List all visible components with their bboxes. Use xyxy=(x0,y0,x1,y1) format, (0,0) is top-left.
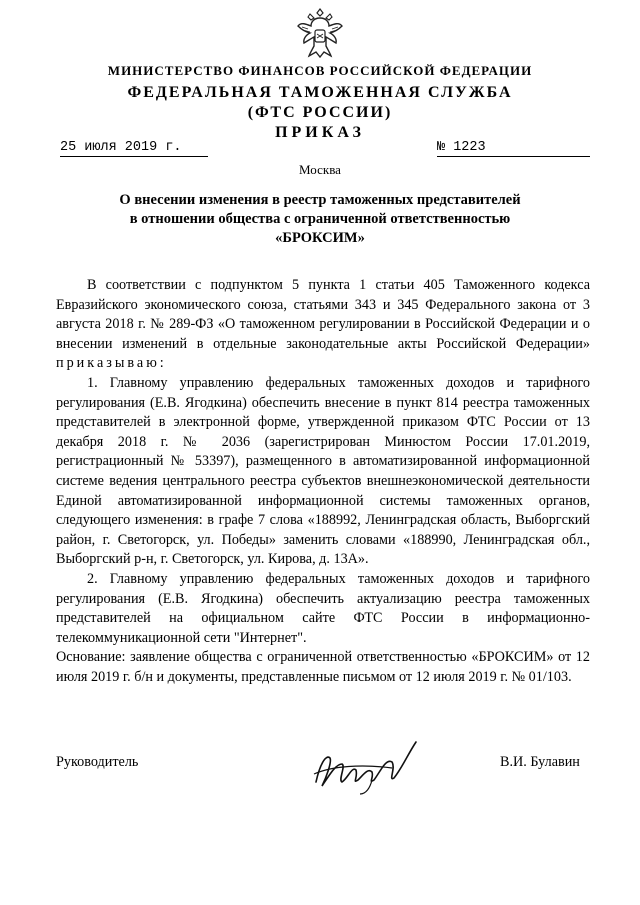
russian-coat-of-arms-icon xyxy=(296,6,344,60)
order-number: № 1223 xyxy=(437,140,590,157)
order-title-line-1: О внесении изменения в реестр таможенных представителей xyxy=(119,192,521,208)
order-body xyxy=(56,276,590,648)
clause-2: 2. Главному управлению федеральных таможенных доходов и тарифного регулирования (Е.В. Ягодкина) обеспечить актуализацию реестра таможенных представителей на официальном сайте ФТС России в информационно-телекоммуникационной сети "Интернет". xyxy=(56,570,590,646)
signer-role: Руководитель xyxy=(56,754,139,770)
issue-city: Москва xyxy=(299,162,341,177)
order-command: приказываю: xyxy=(56,355,167,372)
service-abbreviation: (ФТС РОССИИ) xyxy=(247,104,393,121)
preamble-text: В соответствии с подпунктом 5 пункта 1 статьи 405 Таможенного кодекса Евразийского экономического союза, статьями 343 и 345 Федерального закона от 3 августа 2018 г. № 289-ФЗ «О таможенном регулировании в Российской Федерации и о внесении изменений в отдельные законодательные акты Российской Федерации» xyxy=(56,277,590,352)
order-title-line-3: «БРОКСИМ» xyxy=(275,230,365,246)
ministry-name: МИНИСТЕРСТВО ФИНАНСОВ РОССИЙСКОЙ ФЕДЕРАЦИИ xyxy=(107,63,533,78)
basis-section xyxy=(56,648,590,687)
handwritten-signature xyxy=(312,734,422,796)
signer-name: В.И. Булавин xyxy=(500,754,580,770)
service-name: ФЕДЕРАЛЬНАЯ ТАМОЖЕННАЯ СЛУЖБА xyxy=(127,84,513,101)
clause-1: 1. Главному управлению федеральных таможенных доходов и тарифного регулирования (Е.В. Ягодкина) обеспечить внесение в пункт 814 реестра таможенных представителей в электронной форме, утвержденной приказом ФТС России от 13 декабря 2018 г. № 2036 (зарегистрирован Минюстом России 17.01.2019, регистрационный № 53397), размещенного в автоматизированной информационной системе ведения центрального реестра субъектов внешнеэкономической деятельности Единой автоматизированной информационной системы таможенных органов, следующего изменения: в графе 7 слова «188992, Ленинградская область, Выборгский район, г. Светогорск, ул. Победы» заменить словами «188990, Ленинградская обл., Выборгский р-н, г. Светогорск, ул. Кирова, д. 13А». xyxy=(56,374,590,568)
order-title xyxy=(80,191,560,248)
basis-text: Основание: заявление общества с ограниченной ответственностью «БРОКСИМ» от 12 июля 2019 г. б/н и документы, представленные письмом от 12 июля 2019 г. № 01/103. xyxy=(56,649,590,685)
order-date: 25 июля 2019 г. xyxy=(60,140,208,157)
preamble-paragraph xyxy=(56,276,590,374)
order-title-line-2: в отношении общества с ограниченной ответственностью xyxy=(129,211,511,227)
document-type: ПРИКАЗ xyxy=(275,124,365,141)
